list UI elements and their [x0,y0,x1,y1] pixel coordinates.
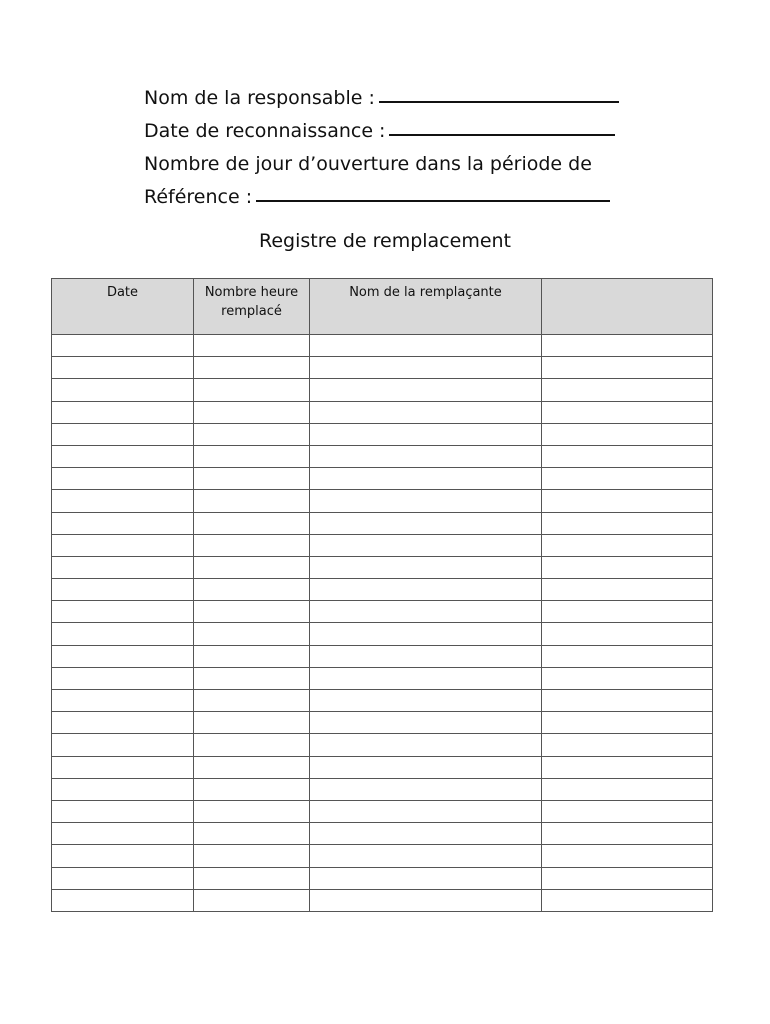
responsable-blank-line[interactable] [379,100,619,103]
table-cell[interactable] [542,490,713,512]
table-cell[interactable] [542,734,713,756]
table-cell[interactable] [542,623,713,645]
table-cell[interactable] [310,645,542,667]
table-cell[interactable] [310,712,542,734]
table-cell[interactable] [542,756,713,778]
table-row [52,867,713,889]
table-cell[interactable] [310,667,542,689]
table-cell[interactable] [542,357,713,379]
table-row [52,823,713,845]
table-row [52,690,713,712]
table-cell[interactable] [542,889,713,911]
table-cell[interactable] [52,379,194,401]
table-cell[interactable] [310,845,542,867]
table-cell[interactable] [310,490,542,512]
table-cell[interactable] [52,445,194,467]
table-cell[interactable] [542,556,713,578]
table-cell[interactable] [542,445,713,467]
table-row [52,512,713,534]
table-cell[interactable] [310,601,542,623]
table-row [52,889,713,911]
table-cell[interactable] [194,512,310,534]
reconnaissance-field [144,109,624,142]
table-cell[interactable] [194,645,310,667]
table-cell[interactable] [542,534,713,556]
table-row [52,845,713,867]
table-row [52,534,713,556]
column-header-hours: Nombre heure remplacé [194,279,310,335]
table-cell[interactable] [52,734,194,756]
table-cell[interactable] [194,823,310,845]
table-cell[interactable] [542,379,713,401]
table-row [52,445,713,467]
table-cell[interactable] [52,867,194,889]
table-cell[interactable] [310,512,542,534]
table-cell[interactable] [542,401,713,423]
table-cell[interactable] [194,800,310,822]
table-cell[interactable] [52,423,194,445]
table-cell[interactable] [52,712,194,734]
table-row [52,734,713,756]
table-cell[interactable] [310,889,542,911]
table-cell[interactable] [52,579,194,601]
table-cell[interactable] [310,357,542,379]
table-row [52,623,713,645]
table-cell[interactable] [542,579,713,601]
table-cell[interactable] [52,823,194,845]
replacement-register-table [51,278,713,912]
table-cell[interactable] [52,756,194,778]
table-row [52,601,713,623]
responsable-field [144,76,624,109]
table-cell[interactable] [52,401,194,423]
table-cell[interactable] [542,645,713,667]
table-cell[interactable] [310,379,542,401]
table-cell[interactable] [194,756,310,778]
column-header-date: Date [52,279,194,335]
table-cell[interactable] [194,490,310,512]
table-cell[interactable] [52,690,194,712]
table-row [52,490,713,512]
table-cell[interactable] [310,445,542,467]
table-cell[interactable] [52,534,194,556]
table-body [52,335,713,912]
table-cell[interactable] [542,690,713,712]
table-cell[interactable] [542,867,713,889]
table-cell[interactable] [194,534,310,556]
table-row [52,357,713,379]
table-cell[interactable] [310,690,542,712]
table-cell[interactable] [52,889,194,911]
table-cell[interactable] [194,712,310,734]
column-header-extra [542,279,713,335]
table-cell[interactable] [52,778,194,800]
table-cell[interactable] [52,645,194,667]
table-cell[interactable] [194,335,310,357]
table-cell[interactable] [310,756,542,778]
table-cell[interactable] [194,889,310,911]
table-cell[interactable] [194,867,310,889]
table-cell[interactable] [542,823,713,845]
table-row [52,401,713,423]
table-cell[interactable] [310,468,542,490]
table-cell[interactable] [542,423,713,445]
table-cell[interactable] [52,468,194,490]
table-cell[interactable] [194,734,310,756]
table-cell[interactable] [542,512,713,534]
table-cell[interactable] [52,800,194,822]
reference-field [144,175,624,208]
table-row [52,379,713,401]
table-cell[interactable] [310,401,542,423]
document-title: Registre de remplacement [258,230,512,252]
table-cell[interactable] [310,623,542,645]
header-fields [144,76,624,208]
table-cell[interactable] [52,357,194,379]
table-row [52,468,713,490]
table-cell[interactable] [194,401,310,423]
table-cell[interactable] [194,601,310,623]
table-row [52,579,713,601]
table-cell[interactable] [310,579,542,601]
table-cell[interactable] [194,623,310,645]
table-cell[interactable] [310,800,542,822]
table-cell[interactable] [194,690,310,712]
table-row [52,556,713,578]
table-cell[interactable] [194,845,310,867]
table-cell[interactable] [310,556,542,578]
table-cell[interactable] [310,867,542,889]
responsable-label: Nom de la responsable : [144,87,375,109]
table-cell[interactable] [194,556,310,578]
table-cell[interactable] [194,445,310,467]
table-cell[interactable] [194,579,310,601]
table-cell[interactable] [310,423,542,445]
reconnaissance-blank-line[interactable] [389,133,615,136]
table-cell[interactable] [52,512,194,534]
table-cell[interactable] [542,778,713,800]
table-cell[interactable] [542,845,713,867]
table-row [52,756,713,778]
table-header-row [52,279,713,335]
table-row [52,667,713,689]
table-cell[interactable] [194,423,310,445]
table-cell[interactable] [194,468,310,490]
table-cell[interactable] [194,778,310,800]
reconnaissance-label: Date de reconnaissance : [144,120,386,142]
table-cell[interactable] [52,667,194,689]
reference-blank-line[interactable] [256,199,610,202]
table-cell[interactable] [542,601,713,623]
table-row [52,645,713,667]
table-cell[interactable] [310,534,542,556]
table-cell[interactable] [542,335,713,357]
table-cell[interactable] [310,734,542,756]
table-cell[interactable] [542,800,713,822]
table-cell[interactable] [310,778,542,800]
ouverture-field [144,142,624,175]
ouverture-label: Nombre de jour d’ouverture dans la période de [144,153,592,175]
table-row [52,778,713,800]
table-row [52,800,713,822]
column-header-replacement-name: Nom de la remplaçante [310,279,542,335]
table-cell[interactable] [310,823,542,845]
table-cell[interactable] [542,712,713,734]
table-cell[interactable] [194,357,310,379]
table-cell[interactable] [52,556,194,578]
table-cell[interactable] [310,335,542,357]
table-row [52,712,713,734]
table-cell[interactable] [542,468,713,490]
table-cell[interactable] [52,601,194,623]
table-cell[interactable] [52,623,194,645]
reference-label: Référence : [144,186,253,208]
table-cell[interactable] [52,490,194,512]
table-cell[interactable] [542,667,713,689]
table-row [52,335,713,357]
table-cell[interactable] [52,335,194,357]
table-cell[interactable] [52,845,194,867]
table-cell[interactable] [194,379,310,401]
table-row [52,423,713,445]
table-cell[interactable] [194,667,310,689]
